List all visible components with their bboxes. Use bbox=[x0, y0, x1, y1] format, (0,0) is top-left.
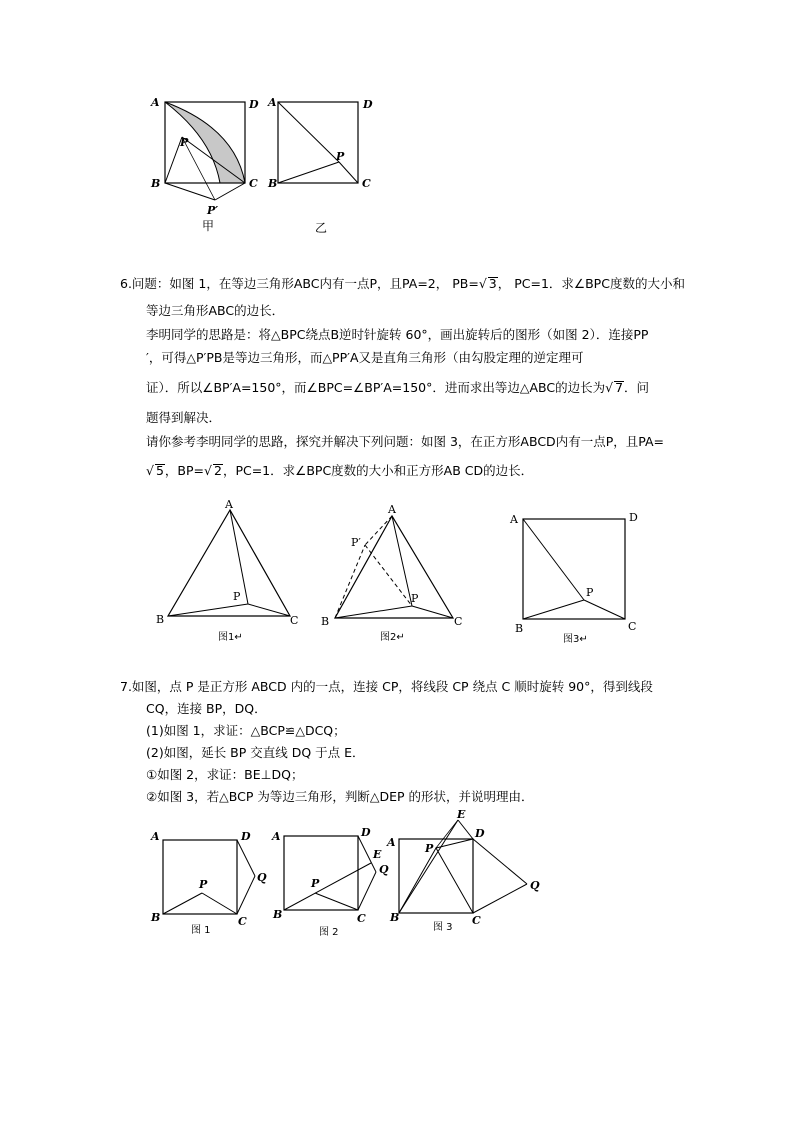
label-p: P bbox=[586, 586, 594, 599]
segment-cp bbox=[339, 162, 358, 183]
segment-bp bbox=[523, 600, 584, 619]
label-c: C bbox=[628, 620, 637, 633]
figure-jia bbox=[150, 96, 259, 233]
label-p: P bbox=[311, 877, 320, 890]
caption-fig3: 图3↵ bbox=[563, 634, 588, 645]
label-b: B bbox=[151, 911, 161, 924]
caption-fig1: 图1↵ bbox=[218, 632, 243, 643]
label-c: C bbox=[454, 615, 463, 628]
label-c: C bbox=[472, 914, 481, 927]
segment-cpp bbox=[215, 183, 245, 200]
label-d: D bbox=[475, 827, 485, 840]
q6-line-1-tail: ， PC=1．求∠BPC度数的大小和 bbox=[497, 276, 685, 291]
q6-fig2 bbox=[321, 503, 462, 643]
q7-line-4: (2)如图，延长 BP 交直线 DQ 于点 E． bbox=[146, 745, 365, 760]
label-pprime: P′ bbox=[351, 536, 361, 549]
segment-ap bbox=[278, 102, 339, 162]
caption-fig1: 图 1 bbox=[191, 925, 211, 936]
segment-cq bbox=[473, 884, 527, 913]
q6-sqrt-3: 3 bbox=[488, 276, 497, 291]
label-a: A bbox=[268, 96, 277, 109]
label-p: P bbox=[180, 136, 189, 149]
segment-bp bbox=[335, 606, 412, 618]
q7-fig1 bbox=[150, 830, 267, 936]
label-d: D bbox=[629, 511, 638, 524]
q7-line-1: 7.如图，点 P 是正方形 ABCD 内的一点，连接 CP，将线段 CP 绕点 C 顺时旋转 90°，得到线段 bbox=[120, 679, 653, 694]
square-abcd bbox=[163, 840, 237, 914]
label-a: A bbox=[272, 830, 281, 843]
label-b: B bbox=[156, 613, 165, 626]
label-b: B bbox=[268, 177, 278, 190]
label-d: D bbox=[241, 830, 251, 843]
q7-figures bbox=[145, 808, 545, 943]
sqrt-sign: √ bbox=[605, 380, 614, 395]
label-c: C bbox=[249, 177, 258, 190]
label-c: C bbox=[290, 614, 299, 627]
label-b: B bbox=[273, 908, 283, 921]
q6-figures bbox=[150, 496, 650, 648]
q6-line-3: 李明同学的思路是：将△BPC绕点B逆时针旋转 60°，画出旋转后的图形（如图 2）．连接PP bbox=[146, 327, 649, 342]
q6-line-6: 题得到解决． bbox=[146, 410, 222, 425]
segment-bp bbox=[168, 604, 248, 616]
label-a: A bbox=[225, 498, 233, 511]
label-pprime: P′ bbox=[207, 204, 219, 217]
q6-line-5-tail: ．问 bbox=[624, 380, 650, 395]
label-d: D bbox=[363, 98, 373, 111]
q6-sqrt-5: 5 bbox=[155, 463, 164, 478]
square-abcd bbox=[523, 519, 625, 619]
segment-bp bbox=[278, 162, 339, 183]
triangle-abc bbox=[335, 516, 453, 618]
segment-cp bbox=[202, 893, 237, 914]
segment-be bbox=[399, 820, 458, 913]
caption-fig2: 图 2 bbox=[319, 927, 339, 938]
q6-line-4: ′，可得△P′PB是等边三角形，而△PP′A又是直角三角形（由勾股定理的逆定理可 bbox=[146, 350, 584, 365]
square-abcd bbox=[399, 839, 473, 913]
label-q: Q bbox=[257, 871, 267, 884]
triangle-abc bbox=[168, 510, 290, 616]
label-a: A bbox=[510, 513, 518, 526]
label-p: P bbox=[411, 592, 419, 605]
segment-ap bbox=[392, 516, 412, 606]
label-q: Q bbox=[530, 879, 540, 892]
label-a: A bbox=[388, 503, 396, 516]
q6-fig1 bbox=[156, 498, 298, 643]
segment-cq bbox=[237, 876, 255, 914]
label-e: E bbox=[373, 848, 382, 861]
q6-line-5 bbox=[146, 380, 649, 396]
q6-line-2: 等边三角形ABC的边长． bbox=[146, 303, 285, 318]
square-abcd bbox=[284, 836, 358, 910]
sqrt-sign: √ bbox=[204, 463, 212, 478]
segment-bpp-dashed bbox=[335, 545, 365, 618]
sqrt-sign: √ bbox=[478, 276, 487, 291]
label-a: A bbox=[151, 96, 160, 109]
triangle-bcp bbox=[399, 848, 473, 913]
segment-ed bbox=[458, 820, 473, 839]
label-p: P bbox=[425, 842, 434, 855]
label-c: C bbox=[357, 912, 366, 925]
figure-jia-yi bbox=[140, 88, 380, 238]
q6-line-8-mid: ，BP= bbox=[164, 463, 205, 478]
segment-dq bbox=[237, 840, 255, 876]
label-p: P bbox=[233, 590, 241, 603]
q6-line-8 bbox=[146, 463, 533, 479]
label-b: B bbox=[151, 177, 161, 190]
q6-line-5-text: 证）．所以∠BP′A=150°，而∠BPC=∠BP′A=150°．进而求出等边△ABC的边长为 bbox=[146, 380, 606, 395]
q6-line-7: 请你参考李明同学的思路，探究并解决下列问题：如图 3，在正方形ABCD内有一点P，且PA= bbox=[146, 434, 664, 449]
label-q: Q bbox=[379, 863, 389, 876]
caption-fig3: 图 3 bbox=[433, 922, 453, 933]
q6-line-1 bbox=[120, 276, 685, 292]
caption-jia: 甲 bbox=[202, 219, 215, 233]
figure-yi bbox=[267, 96, 373, 235]
q7-fig2 bbox=[271, 826, 389, 938]
q7-line-2: CQ，连接 BP，DQ． bbox=[146, 701, 267, 716]
q6-sqrt-7: 7 bbox=[615, 380, 624, 395]
label-p: P bbox=[199, 878, 208, 891]
label-b: B bbox=[321, 615, 330, 628]
label-a: A bbox=[387, 836, 396, 849]
caption-fig2: 图2↵ bbox=[380, 632, 405, 643]
label-p: P bbox=[336, 150, 345, 163]
segment-cp bbox=[584, 600, 625, 619]
shaded-region bbox=[165, 102, 245, 183]
label-c: C bbox=[362, 177, 371, 190]
q7-line-5: ①如图 2，求证：BE⊥DQ； bbox=[146, 767, 304, 782]
label-d: D bbox=[249, 98, 259, 111]
q6-fig3 bbox=[509, 511, 638, 645]
label-c: C bbox=[238, 915, 247, 928]
segment-bp bbox=[163, 893, 202, 914]
label-a: A bbox=[151, 830, 160, 843]
q7-line-3: (1)如图 1，求证：△BCP≌△DCQ； bbox=[146, 723, 346, 738]
q6-line-8-tail: ，PC=1．求∠BPC度数的大小和正方形AB CD的边长． bbox=[222, 463, 534, 478]
q6-line-1-text: 6.问题：如图 1，在等边三角形ABC内有一点P，且PA=2， PB= bbox=[120, 276, 479, 291]
caption-yi: 乙 bbox=[315, 221, 328, 235]
sqrt-sign: √ bbox=[146, 463, 154, 478]
q7-line-6: ②如图 3，若△BCP 为等边三角形，判断△DEP 的形状，并说明理由． bbox=[146, 789, 534, 804]
segment-ap bbox=[523, 519, 584, 600]
segment-cq bbox=[358, 872, 376, 910]
label-b: B bbox=[515, 622, 524, 635]
segment-dq bbox=[473, 839, 527, 884]
label-e: E bbox=[457, 808, 466, 821]
q6-sqrt-2: 2 bbox=[213, 463, 222, 478]
segment-cp bbox=[315, 893, 358, 910]
label-b: B bbox=[390, 911, 400, 924]
label-d: D bbox=[361, 826, 371, 839]
q7-fig3 bbox=[386, 808, 540, 933]
